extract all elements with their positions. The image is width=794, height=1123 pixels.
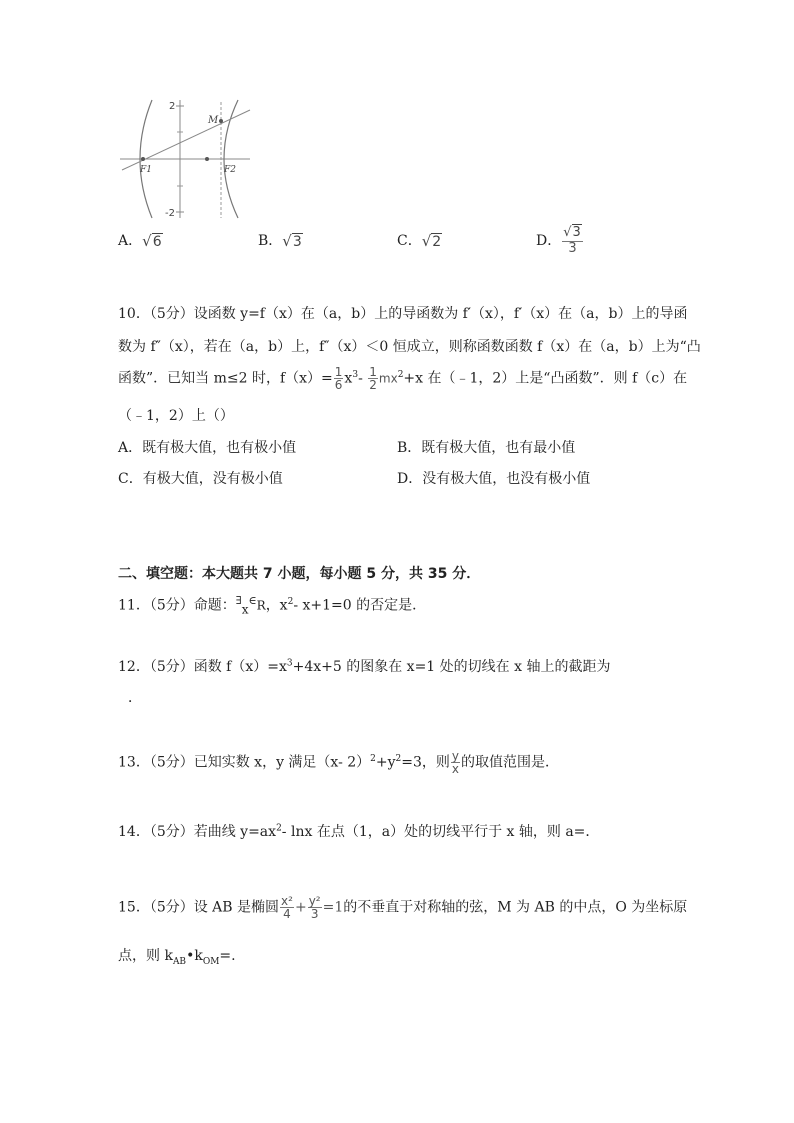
q12-line2: ． xyxy=(128,690,142,706)
focus-F2-point xyxy=(205,157,209,161)
frac-1-6: $\frac{1}{6}$ xyxy=(334,365,343,392)
q13-text: 13．（5分）已知实数 x，y 满足（x- $2)^2+y^2=3$，则 $\frac{y}{x}$ 的取值范围是． xyxy=(118,749,560,776)
q14-text: 14．（5分）若曲线 $y=ax^2-$ lnx 在点（1，a）处的切线平行于 x 轴，则 a=． xyxy=(118,823,600,840)
q10-line2: 数为 f″（x），若在（a，b）上，f″（x）＜0 恒成立，则称函数函数 f（x）在（a，b）上为“凸 xyxy=(118,339,701,355)
sqrt-6: √6 xyxy=(142,232,162,250)
q9-choice-b[interactable]: B．√3 xyxy=(258,232,302,250)
q10-option-b[interactable]: B．既有极大值，也有最小值 xyxy=(397,440,576,456)
frac-y2-3: $\frac{\text{y²}}{3}$ xyxy=(308,894,321,921)
q12-text: 12．（5分）函数 $f(x)=x^3+4x+5$ 的图象在 x=1 处的切线在 x 轴上的截距为 xyxy=(118,658,611,675)
q10-line1: 10．（5分）设函数 y=f（x）在（a，b）上的导函数为 f′（x），f′（x）在（a，b）上的导函 xyxy=(118,306,688,322)
point-M xyxy=(219,119,223,123)
label-M: M xyxy=(208,115,219,126)
y-tick-bottom: -2 xyxy=(165,208,175,219)
q9-choice-d[interactable]: D． $\frac{√3}{3}$ xyxy=(536,225,581,256)
sqrt3-over-3: $\frac{√3}{3}$ xyxy=(563,225,581,256)
q9-choice-c[interactable]: C．√2 xyxy=(397,232,442,250)
sqrt-3: √3 xyxy=(282,232,302,250)
frac-1-2: $\frac{1}{2}$ xyxy=(369,365,377,392)
q15-line2: 点，则 $k_{AB}•k_{OM}=$. xyxy=(118,948,236,967)
label-F2: F2 xyxy=(224,165,236,175)
q9-choice-a[interactable]: A．√6 xyxy=(118,232,162,250)
label-F1: F1 xyxy=(140,165,152,175)
q10-option-a[interactable]: A．既有极大值，也有极小值 xyxy=(118,440,297,456)
y-tick-top: 2 xyxy=(169,101,176,112)
q11-text: 11．（5分）命题：∃x∈R，$x^2-$ x+1=0 的否定是． xyxy=(118,594,427,617)
sqrt-2: √2 xyxy=(421,232,442,250)
focus-F1-point xyxy=(141,157,145,161)
frac-x2-4: $\frac{\text{x²}}{4}$ xyxy=(281,894,293,921)
q15-line1: 15．（5分）设 AB 是椭圆 $\frac{\text{x²}}{4}$ + $\frac{\text{y²}}{3}$ =1的不垂直于对称轴的弦，M 为 AB 的中点，O 为坐标原 xyxy=(118,894,688,921)
frac-y-x: $\frac{y}{x}$ xyxy=(451,749,460,776)
q10-option-c[interactable]: C．有极大值，没有极小值 xyxy=(118,471,283,487)
q10-line4: （﹣1，2）上（） xyxy=(118,408,234,424)
q10-line3: 函数”．已知当 m≤2 时，f（x）= $\frac{1}{6}$ $x^3-$ $\frac{1}{2}$ $mx^2+x$ 在（﹣1，2）上是“凸函数”．则 f（c）在 xyxy=(118,365,688,392)
hyperbola-figure xyxy=(118,98,252,220)
section-heading: 二、填空题：本大题共 7 小题，每小题 5 分，共 35 分． xyxy=(118,566,481,582)
q10-option-d[interactable]: D．没有极大值，也没有极小值 xyxy=(397,471,591,487)
